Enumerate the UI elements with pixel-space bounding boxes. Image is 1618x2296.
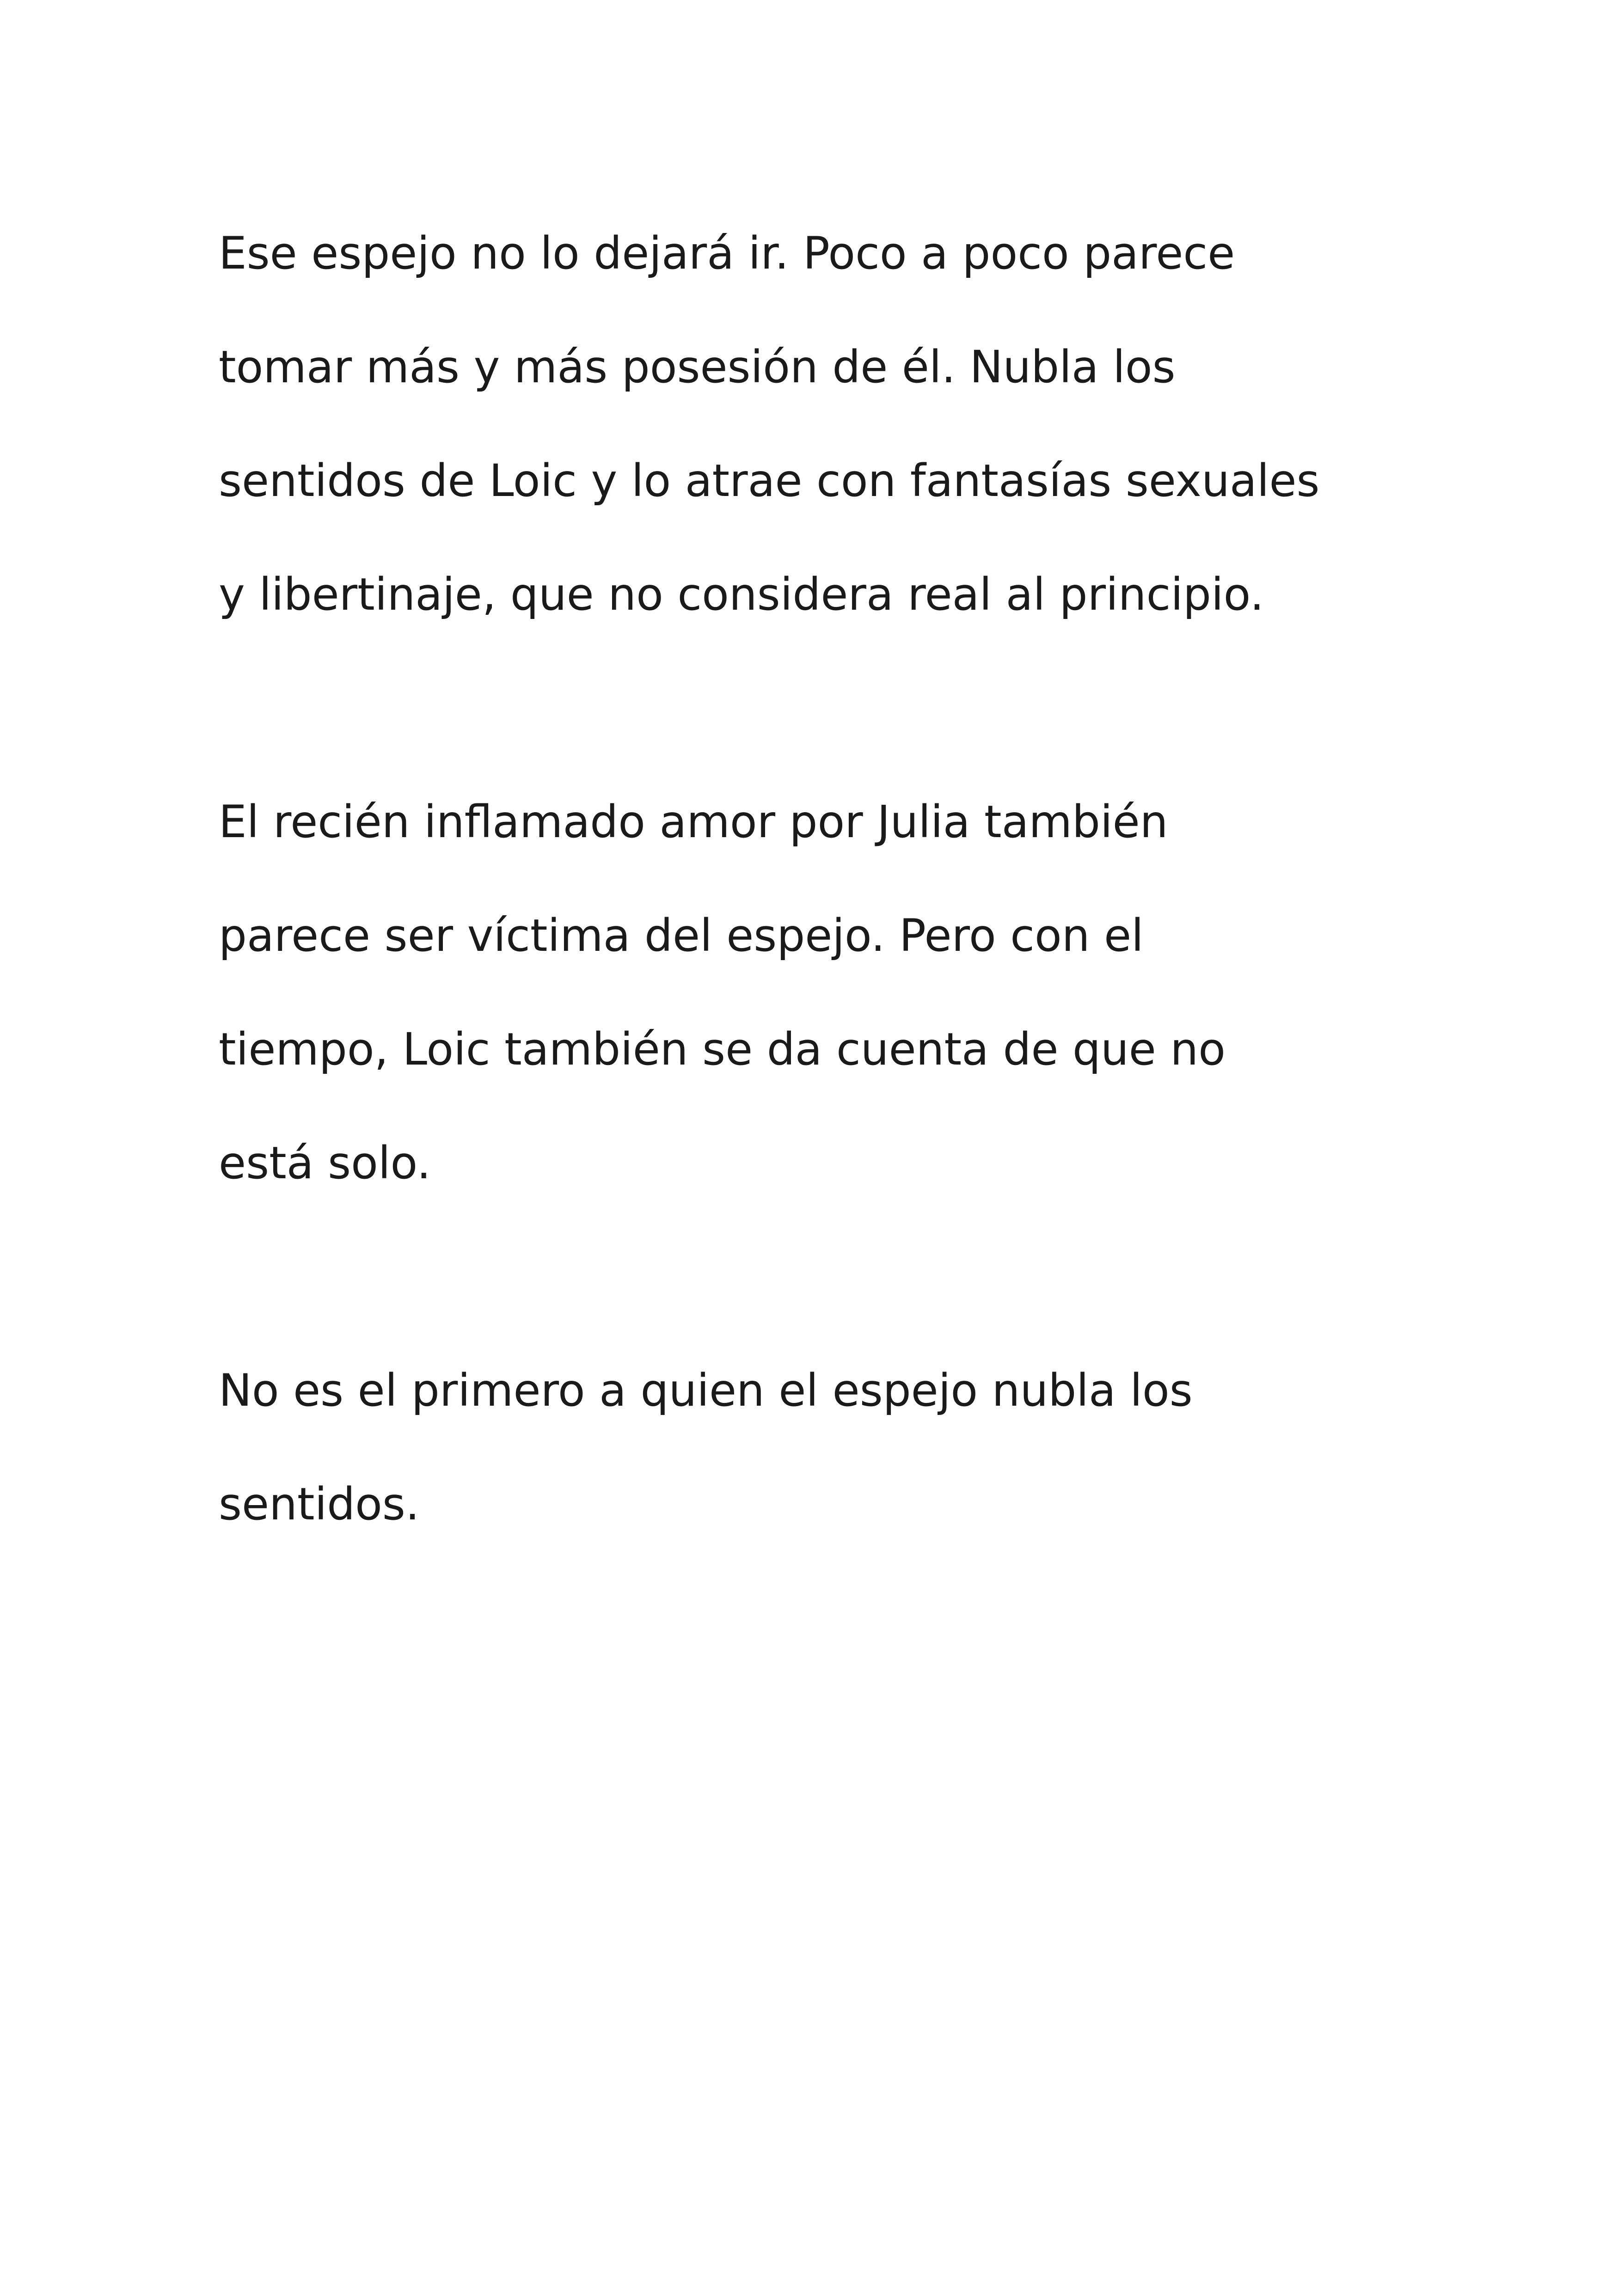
paragraph-line: sentidos. bbox=[219, 1478, 420, 1530]
paragraph-line: Ese espejo no lo dejará ir. Poco a poco parece bbox=[219, 227, 1235, 279]
paragraph-1 bbox=[219, 196, 1467, 651]
paragraph-line: parece ser víctima del espejo. Pero con el bbox=[219, 910, 1144, 961]
paragraph-2 bbox=[219, 765, 1467, 1220]
paragraph-line: tiempo, Loic también se da cuenta de que no bbox=[219, 1023, 1226, 1075]
paragraph-line: sentidos de Loic y lo atrae con fantasías sexuales bbox=[219, 455, 1320, 507]
paragraph-line: y libertinaje, que no considera real al principio. bbox=[219, 569, 1264, 620]
paragraph-line: No es el primero a quien el espejo nubla los bbox=[219, 1365, 1193, 1416]
paragraph-line: tomar más y más posesión de él. Nubla los bbox=[219, 341, 1176, 393]
paragraph-line: El recién inflamado amor por Julia también bbox=[219, 796, 1168, 848]
paragraph-line: está solo. bbox=[219, 1137, 431, 1189]
paragraph-3 bbox=[219, 1334, 1467, 1561]
